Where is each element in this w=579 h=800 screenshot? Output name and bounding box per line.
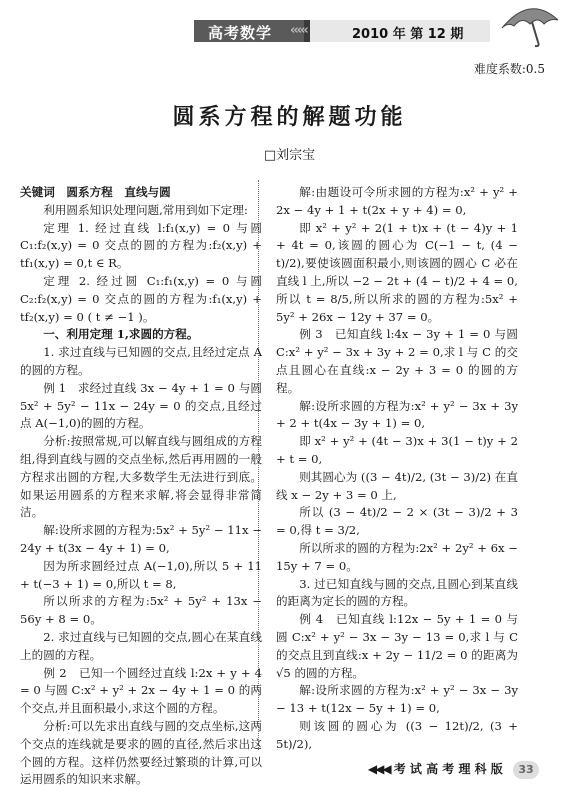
subsection-heading: 1. 求过直线与已知圆的交点,且经过定点 A 的圆的方程。 — [20, 345, 262, 377]
paragraph: 利用圆系知识处理问题,常用到如下定理: — [43, 202, 248, 217]
page-number: 33 — [513, 761, 539, 779]
keywords-paragraph: 关键词 圆系方程 直线与圆 — [20, 185, 171, 199]
example-2: 例 2 已知一个圆经过直线 l:2x + y + 4 = 0 与圆 C:x² + y² + 2x − 4y + 1 = 0 的两个交点,并且面积最小,求这个圆的方程。 — [20, 665, 262, 716]
issue-box — [310, 20, 490, 42]
footer — [368, 760, 539, 779]
solution-paragraph: 因为所求圆经过点 A(−1,0),所以 5 + 11 + t(−3 + 1) = 0,所以 t = 8, — [20, 558, 262, 591]
solution-paragraph: 则其圆心为 ((3 − 4t)/2, (3t − 3)/2) 在直线 x − 2y + 3 = 0 上, — [276, 469, 518, 502]
triangle-arrows-icon: ◀◀◀ — [367, 762, 390, 776]
right-column — [276, 184, 518, 754]
solution-paragraph: 则该圆的圆心为 ((3 − 12t)/2, (3 + 5t)/2), — [276, 718, 518, 751]
theorem-1: 定理 1. 经过直线 l:f₁(x,y) = 0 与圆 C₁:f₂(x,y) = 0 交点的圆的方程为:f₂(x,y) + tf₁(x,y) = 0,t ∈ R。 — [20, 220, 262, 271]
magazine-title: 高考数学 — [208, 24, 273, 42]
footer-label: 考 试 高 考 理 科 版 — [393, 762, 503, 776]
header-bar — [194, 20, 490, 42]
solution-paragraph: 所以 (3 − 4t)/2 − 2 × (3t − 3)/2 + 3 = 0,得 t = 3/2, — [276, 505, 518, 538]
umbrella-icon — [498, 2, 562, 48]
subsection-heading: 2. 求过直线与已知圆的交点,圆心在某直线上的圆的方程。 — [20, 629, 262, 662]
chevron-decoration-icon: ‹‹‹‹‹ — [290, 23, 307, 38]
section-heading: 一、利用定理 1,求圆的方程。 — [43, 327, 199, 342]
difficulty-label: 难度系数:0.5 — [473, 62, 545, 76]
solution-paragraph: 所以所求的圆的方程为:2x² + 2y² + 6x − 15y + 7 = 0。 — [276, 540, 518, 573]
left-column — [20, 184, 262, 789]
analysis-paragraph: 分析:可以先求出直线与圆的交点坐标,这两个交点的连线就是要求的圆的直径,然后求出这个圆的方程。这样仍然要经过繁琐的计算,可以运用圆系的知识来求解。 — [20, 718, 262, 787]
solution-paragraph: 所以所求的方程为:5x² + 5y² + 13x − 56y + 8 = 0。 — [20, 594, 262, 627]
solution-paragraph: 解:设所求圆的方程为:x² + y² − 3x + 3y + 2 + t(4x − 3y + 1) = 0, — [276, 398, 518, 431]
subsection-heading: 3. 过已知直线与圆的交点,且圆心到某直线的距离为定长的圆的方程。 — [276, 576, 518, 609]
issue-label: 2010 年 第 12 期 — [352, 27, 464, 42]
solution-paragraph: 解:设所求圆的方程为:x² + y² − 3x − 3y − 13 + t(12x − 5y + 1) = 0, — [276, 683, 518, 716]
example-1: 例 1 求经过直线 3x − 4y + 1 = 0 与圆 5x² + 5y² − 11x − 24y = 0 的交点,且经过点 A(−1,0)的圆的方程。 — [20, 380, 262, 431]
solution-paragraph: 解:设所求圆的方程为:5x² + 5y² − 11x − 24y + t(3x − 4y + 1) = 0, — [20, 523, 262, 555]
solution-paragraph: 解:由题设可令所求圆的方程为:x² + y² + 2x − 4y + 1 + t(2x + y + 4) = 0, — [276, 185, 518, 217]
example-3: 例 3 已知直线 l:4x − 3y + 1 = 0 与圆 C:x² + y² − 3x + 3y + 2 = 0,求 l 与 C 的交点且圆心在直线:x − 2y + 3 = 0 的圆的方程。 — [276, 327, 518, 395]
analysis-paragraph: 分析:按照常规,可以解直线与圆组成的方程组,得到直线与圆的交点坐标,然后再用圆的一般方程求出圆的方程,大多数学生无法进行到底。如果运用圆系的方程来求解,将会显得非常简洁。 — [20, 434, 262, 520]
example-4: 例 4 已知直线 l:12x − 5y + 1 = 0 与圆 C:x² + y² − 3x − 3y − 13 = 0,求 l 与 C 的交点且到直线:x + 2y − 11/2 = 0 的距离为 √5 的圆的方程。 — [276, 612, 518, 680]
solution-paragraph: 即 x² + y² + 2(1 + t)x + (t − 4)y + 1 + 4t = 0,该圆的圆心为 C(−1 − t, (4 − t)/2),要使该圆面积最小,则该圆的圆心 C 必在直线 l 上,所以 −2 − 2t + (4 − t)/2 + 4 = 0,所以 t = 8/5,所以所求的圆的方程为:5x² + 5y² + 26x − 12y + 37 = 0。 — [276, 220, 518, 324]
article-author: □刘宗宝 — [263, 148, 316, 163]
solution-paragraph: 即 x² + y² + (4t − 3)x + 3(1 − t)y + 2 + t = 0, — [276, 434, 518, 466]
theorem-2: 定理 2. 经过圆 C₁:f₁(x,y) = 0 与圆 C₂:f₂(x,y) = 0 交点的圆的方程为:f₁(x,y) + tf₂(x,y) = 0 ( t ≠ −1 )。 — [20, 273, 262, 324]
header-magazine-block — [194, 20, 304, 42]
article-title: 圆系方程的解题功能 — [172, 104, 407, 130]
